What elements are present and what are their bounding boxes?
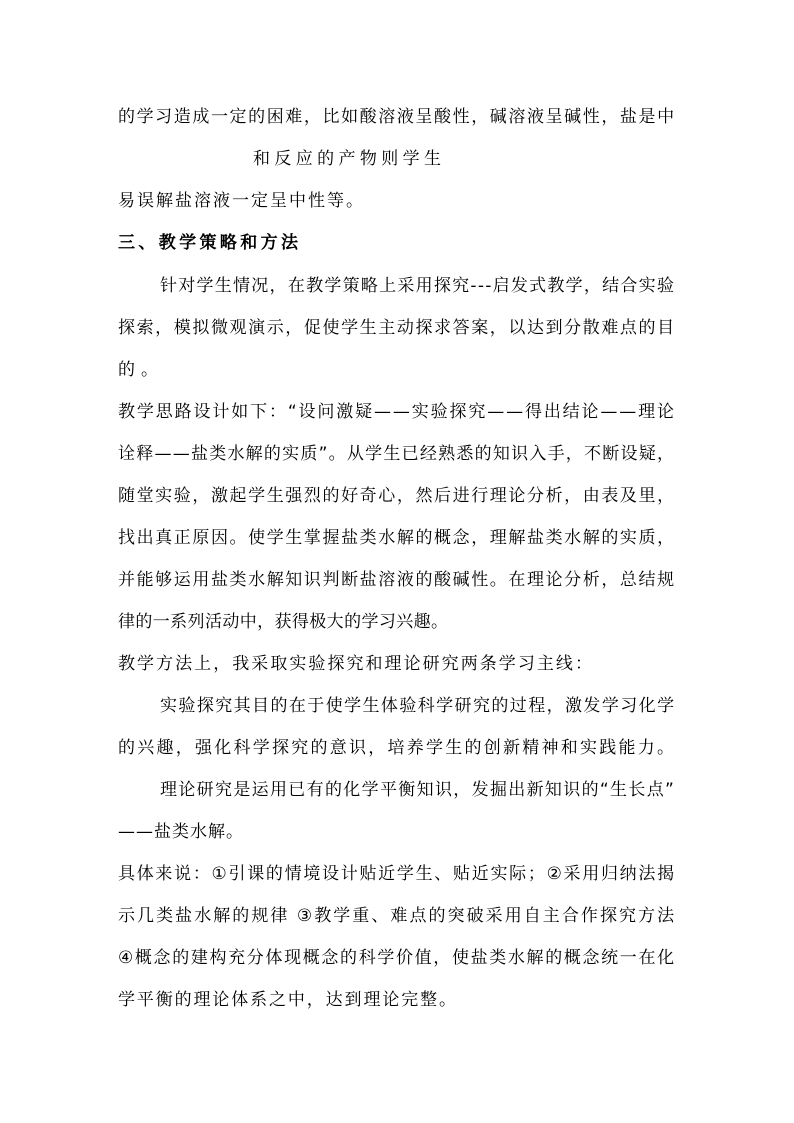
paragraph-line: 实验探究其目的在于使学生体验科学研究的过程，激发学习化学 bbox=[160, 696, 676, 716]
paragraph-line: 律的一系列活动中，获得极大的学习兴趣。 bbox=[118, 612, 449, 632]
paragraph-line: 并能够运用盐类水解知识判断盐溶液的酸碱性。在理论分析，总结规 bbox=[118, 570, 676, 590]
paragraph-line: 具体来说：①引课的情境设计贴近学生、贴近实际；②采用归纳法揭 bbox=[118, 864, 676, 884]
paragraph-line: 随堂实验，激起学生强烈的好奇心，然后进行理论分析，由表及里， bbox=[118, 486, 676, 506]
paragraph-line: 学平衡的理论体系之中，达到理论完整。 bbox=[118, 990, 458, 1010]
paragraph-line: 探索，模拟微观演示，促使学生主动探求答案，以达到分散难点的目 bbox=[118, 318, 676, 338]
paragraph-line: 和反应的产物则学生 bbox=[253, 149, 446, 169]
paragraph-line: ④概念的建构充分体现概念的科学价值，使盐类水解的概念统一在化 bbox=[118, 948, 676, 968]
paragraph-line: 的兴趣，强化科学探究的意识，培养学生的创新精神和实践能力。 bbox=[118, 738, 677, 758]
paragraph-line: 针对学生情况，在教学策略上采用探究---启发式教学，结合实验 bbox=[160, 276, 676, 296]
paragraph-line: 的学习造成一定的困难，比如酸溶液呈酸性，碱溶液呈碱性，盐是中 bbox=[118, 107, 676, 127]
paragraph-line: 教学思路设计如下：“设问激疑——实验探究——得出结论——理论 bbox=[118, 402, 676, 422]
paragraph-line: 示几类盐水解的规律 ③教学重、难点的突破采用自主合作探究方法 bbox=[118, 906, 677, 926]
paragraph-line: 理论研究是运用已有的化学平衡知识，发掘出新知识的“生长点” bbox=[160, 780, 676, 800]
section-heading: 三、教学策略和方法 bbox=[118, 233, 302, 253]
paragraph-line: 教学方法上，我采取实验探究和理论研究两条学习主线： bbox=[118, 654, 594, 674]
paragraph-line: 找出真正原因。使学生掌握盐类水解的概念，理解盐类水解的实质， bbox=[118, 528, 676, 548]
paragraph-line: 的。 bbox=[118, 360, 164, 380]
paragraph-line: 易误解盐溶液一定呈中性等。 bbox=[118, 191, 365, 211]
paragraph-line: 诠释——盐类水解的实质”。从学生已经熟悉的知识入手，不断设疑， bbox=[118, 444, 676, 464]
paragraph-line: ——盐类水解。 bbox=[118, 822, 244, 842]
